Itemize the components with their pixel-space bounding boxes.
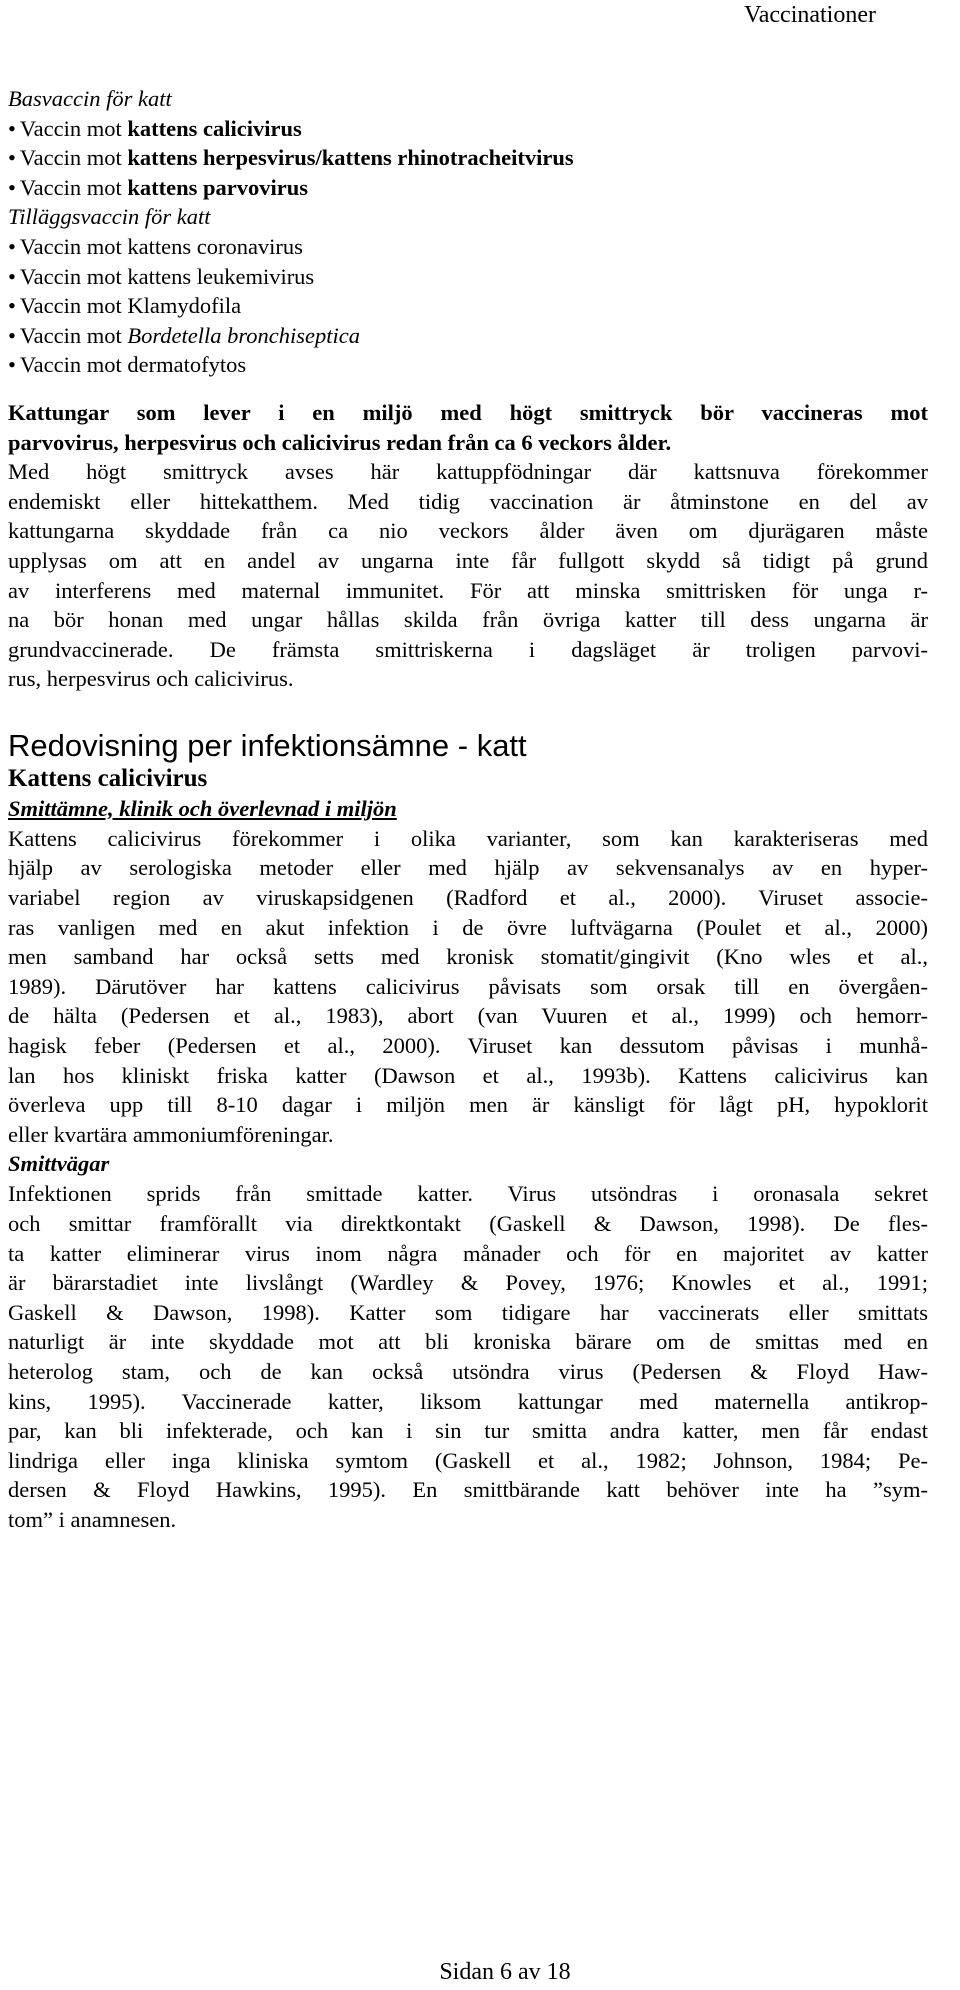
item-text: Vaccin mot dermatofytos — [19, 352, 247, 378]
paragraph-line: Infektionen sprids från smittade katter. Virus utsöndras i oronasala sekret — [8, 1181, 928, 1207]
bullet-glyph: • — [8, 145, 16, 171]
paragraph-line: dersen & Floyd Hawkins, 1995). En smittbärande katt behöver inte ha ”sym- — [8, 1477, 928, 1503]
paragraph-line: heterolog stam, och de kan också utsöndra virus (Pedersen & Floyd Haw- — [8, 1358, 928, 1384]
extra-vaccine-label: Tilläggsvaccin för katt — [8, 204, 211, 230]
intro-line: grundvaccinerade. De främsta smittriskerna i dagsläget är troligen parvovi- — [8, 636, 928, 662]
page-number: Sidan 6 av 18 — [439, 1959, 571, 1985]
paragraph-line: ras vanligen med en akut infektion i de övre luftvägarna (Poulet et al., 2000) — [8, 914, 928, 940]
item-bold: kattens herpesvirus/kattens rhinotracheitvirus — [127, 145, 574, 171]
paragraph-line: överleva upp till 8-10 dagar i miljön men är känsligt för lågt pH, hypoklorit — [8, 1092, 928, 1118]
item-text: Vaccin mot Klamydofila — [19, 293, 242, 319]
extra-vaccine-item — [8, 291, 928, 321]
intro-line: Med högt smittryck avses här kattuppfödningar där kattsnuva förekommer — [8, 459, 928, 485]
intro-bold-line: parvovirus, herpesvirus och calicivirus redan från ca 6 veckors ålder. — [8, 429, 672, 455]
bullet-glyph: • — [8, 263, 16, 289]
item-text: Vaccin mot kattens leukemivirus — [19, 263, 315, 289]
paragraph-line: och smittar framförallt via direktkontakt (Gaskell & Dawson, 1998). De fles- — [8, 1211, 928, 1236]
extra-vaccine-item — [8, 232, 928, 262]
paragraph-line: lan hos kliniskt friska katter (Dawson et al., 1993b). Kattens calicivirus kan — [8, 1062, 928, 1088]
paragraph — [8, 1179, 928, 1534]
intro-bold-line: Kattungar som lever i en miljö med högt smittryck bör vaccineras mot — [8, 399, 928, 425]
paragraph-line: variabel region av viruskapsidgenen (Radford et al., 2000). Viruset associe- — [8, 885, 928, 911]
item-text: Vaccin mot kattens coronavirus — [19, 233, 303, 259]
bullet-glyph: • — [8, 233, 16, 259]
paragraph-line: men samband har också setts med kronisk stomatit/gingivit (Kno wles et al., — [8, 944, 928, 970]
intro-line: av interferens med maternal immunitet. För att minska smittrisken för unga r- — [8, 577, 928, 603]
section-subtitle: Kattens calicivirus — [8, 764, 208, 792]
page-content — [8, 84, 928, 1535]
paragraph-line: hagisk feber (Pedersen et al., 2000). Viruset kan dessutom påvisas i munhå- — [8, 1033, 928, 1059]
basic-vaccine-item — [8, 143, 928, 173]
item-prefix: Vaccin mot — [19, 145, 128, 171]
basic-vaccine-item — [8, 114, 928, 144]
bullet-glyph: • — [8, 322, 16, 348]
item-prefix: Vaccin mot — [19, 115, 128, 141]
extra-vaccine-item — [8, 262, 928, 292]
bullet-glyph: • — [8, 293, 16, 319]
section-title: Redovisning per infektionsämne - katt — [8, 727, 527, 763]
paragraph-line: tom” i anamnesen. — [8, 1506, 177, 1532]
intro-line: rus, herpesvirus och calicivirus. — [8, 666, 294, 692]
bullet-glyph: • — [8, 115, 16, 141]
intro-line: na bör honan med ungar hållas skilda från övriga katter till dess ungarna är — [8, 607, 928, 633]
intro-line: endemiskt eller hittekatthem. Med tidig vaccination är åtminstone en del av — [8, 488, 928, 514]
paragraph-line: ta katter eliminerar virus inom några månader och för en majoritet av katter — [8, 1240, 928, 1266]
extra-vaccine-item — [8, 321, 928, 351]
running-header: Vaccinationer — [744, 2, 876, 28]
extra-vaccine-item — [8, 350, 928, 380]
item-bold: kattens parvovirus — [127, 174, 308, 200]
basic-vaccine-item — [8, 173, 928, 203]
subsection-heading: Smittvägar — [8, 1151, 110, 1177]
intro-line: upplysas om att en andel av ungarna inte får fullgott skydd så tidigt på grund — [8, 547, 928, 573]
intro-paragraph — [8, 398, 928, 694]
paragraph-line: naturligt är inte skyddade mot att bli kroniska bärare om de smittas med en — [8, 1329, 928, 1355]
item-prefix: Vaccin mot — [19, 322, 128, 348]
paragraph-line: 1989). Därutöver har kattens calicivirus påvisats som orsak till en övergåen- — [8, 973, 928, 999]
paragraph-line: lindriga eller inga kliniska symtom (Gaskell et al., 1982; Johnson, 1984; Pe- — [8, 1447, 928, 1473]
paragraph-line: kins, 1995). Vaccinerade katter, liksom kattungar med maternella antikrop- — [8, 1388, 928, 1414]
basic-vaccine-label: Basvaccin för katt — [8, 86, 172, 111]
bullet-glyph: • — [8, 174, 16, 200]
item-bold: kattens calicivirus — [127, 115, 302, 141]
paragraph-line: par, kan bli infekterade, och kan i sin tur smitta andra katter, men får endast — [8, 1418, 928, 1444]
paragraph-line: de hälta (Pedersen et al., 1983), abort (van Vuuren et al., 1999) och hemorr- — [8, 1003, 928, 1029]
item-prefix: Vaccin mot — [19, 174, 128, 200]
paragraph-line: hjälp av serologiska metoder eller med hjälp av sekvensanalys av en hyper- — [8, 855, 928, 881]
paragraph-line: eller kvartära ammoniumföreningar. — [8, 1121, 334, 1147]
intro-line: kattungarna skyddade från ca nio veckors ålder även om djurägaren måste — [8, 518, 928, 544]
paragraph-line: Gaskell & Dawson, 1998). Katter som tidigare har vaccinerats eller smittats — [8, 1299, 928, 1325]
paragraph-line: är bärarstadiet inte livslångt (Wardley & Povey, 1976; Knowles et al., 1991; — [8, 1270, 928, 1296]
paragraph — [8, 824, 928, 1150]
bullet-glyph: • — [8, 352, 16, 378]
item-italic: Bordetella bronchiseptica — [127, 322, 361, 348]
subsection-heading: Smittämne, klinik och överlevnad i miljön — [8, 795, 397, 821]
paragraph-line: Kattens calicivirus förekommer i olika varianter, som kan karakteriseras med — [8, 825, 928, 851]
